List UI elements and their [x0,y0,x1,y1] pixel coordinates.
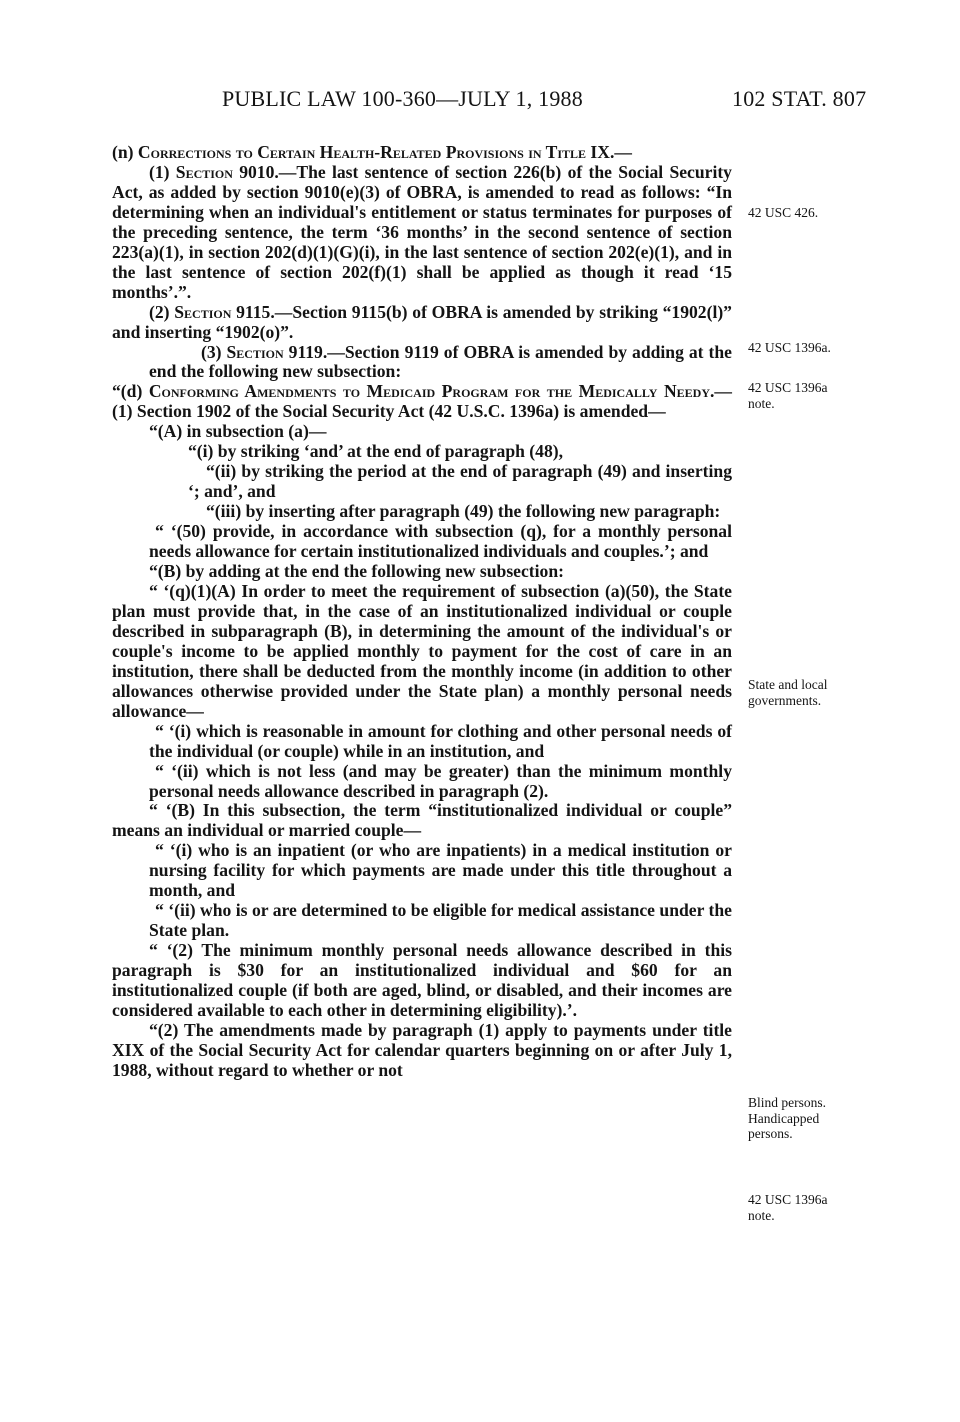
margin-note-state-local: State and local governments. [748,677,828,708]
margin-note-usc-426: 42 USC 426. [748,205,819,220]
paragraph-3: (3) Section 9119.—Section 9119 of OBRA is amended by adding at the end the following new subsection: [149,341,732,382]
clause-A-iii: “(iii) by inserting after paragraph (49) the following new paragraph: [206,501,721,522]
subsection-q-B: “ ‘(B) In this subsection, the term “institutionalized individual or couple” means an individual or married couple— [112,800,732,841]
subsection-d-2: “(2) The amendments made by paragraph (1) apply to payments under title XIX of the Social Security Act for calendar quarters beginning on or after July 1, 1988, without regard to whether or not [112,1019,732,1080]
subsection-q: “ ‘(q)(1)(A) In order to meet the requirement of subsection (a)(50), the State plan must provide that, in the case of an institutionalized individual or couple described in subparagraph (B), in determining the amount of the individual's or couple's income to be applied monthly to payment for the cost of care in an institution, there shall be deducted from the monthly income (in addition to other allowances otherwise provided under the State plan) a monthly personal needs allowance— [112,580,732,721]
margin-note-usc-1396a: 42 USC 1396a. [748,340,831,355]
subsection-q-i: “ ‘(i) which is reasonable in amount for clothing and other personal needs of the individual (or couple) while in an institution, and [149,720,732,761]
section-heading: Corrections to Certain Health-Related Provisions in Title IX. [137,142,615,162]
page-number: 102 STAT. 807 [732,86,867,111]
subsection-q-2: “ ‘(2) The minimum monthly personal needs allowance described in this paragraph is $30 for an institutionalized individual and $60 for an institutionalized couple (if both are aged, blind, or disabled, and their incomes are considered available to each other in determining eligibility).’. [112,940,732,1020]
running-header-title: PUBLIC LAW 100-360—JULY 1, 1988 [222,86,583,111]
paragraph-2: (2) Section 9115.—Section 9115(b) of OBRA is amended by striking “1902(l)” and inserting “1902(o)”. [112,301,732,342]
subsection-q-ii: “ ‘(ii) which is not less (and may be greater) than the minimum monthly personal needs allowance described in paragraph (2). [149,760,732,801]
margin-note-usc-1396a-note: 42 USC 1396a note. [748,380,828,411]
paragraph-50: “ ‘(50) provide, in accordance with subsection (q), for a monthly personal needs allowance for certain institutionalized individuals and couples.’; and [149,521,732,562]
statute-body [112,143,732,1081]
section-heading: Section 9010. [175,161,279,182]
margin-note-usc-1396a-note-2: 42 USC 1396a note. [748,1192,828,1223]
section-heading: Section 9119. [226,341,328,362]
section-heading: Conforming Amendments to Medicaid Program for the Medically Needy. [148,381,715,402]
paragraph-1: (1) Section 9010.—The last sentence of section 226(b) of the Social Security Act, as added by section 9010(e)(3) of OBRA, is amended to read as follows: “In determining when an individual's entitlement or status terminates for purposes of the preceding sentence, the term ‘36 months’ in the second sentence of section 223(a)(1), in section 202(d)(1)(G)(i), in the last sentence of section 202(e)(1), and in the last sentence of section 202(f)(1) shall be applied as though it read ‘15 months’.”. [112,161,732,302]
paragraph-n: (n) Corrections to Certain Health-Related Provisions in Title IX.— [112,142,632,162]
margin-note-blind-handicapped: Blind persons. Handicapped persons. [748,1095,827,1141]
section-heading: Section 9115. [174,301,275,322]
clause-A-ii: “(ii) by striking the period at the end of paragraph (49) and inserting ‘; and’, and [188,461,732,502]
subsection-q-B-i: “ ‘(i) who is an inpatient (or who are inpatients) in a medical institution or nursing facility for which payments are made under this title throughout a month, and [149,840,732,901]
clause-B: “(B) by adding at the end the following new subsection: [149,561,564,582]
clause-A: “(A) in subsection (a)— [149,421,327,442]
clause-A-i: “(i) by striking ‘and’ at the end of paragraph (48), [188,441,564,462]
subsection-q-B-ii: “ ‘(ii) who is or are determined to be eligible for medical assistance under the State plan. [149,900,732,941]
subsection-d: “(d) Conforming Amendments to Medicaid Program for the Medically Needy.—(1) Section 1902 of the Social Security Act (42 U.S.C. 1396a) is amended— [112,381,732,422]
